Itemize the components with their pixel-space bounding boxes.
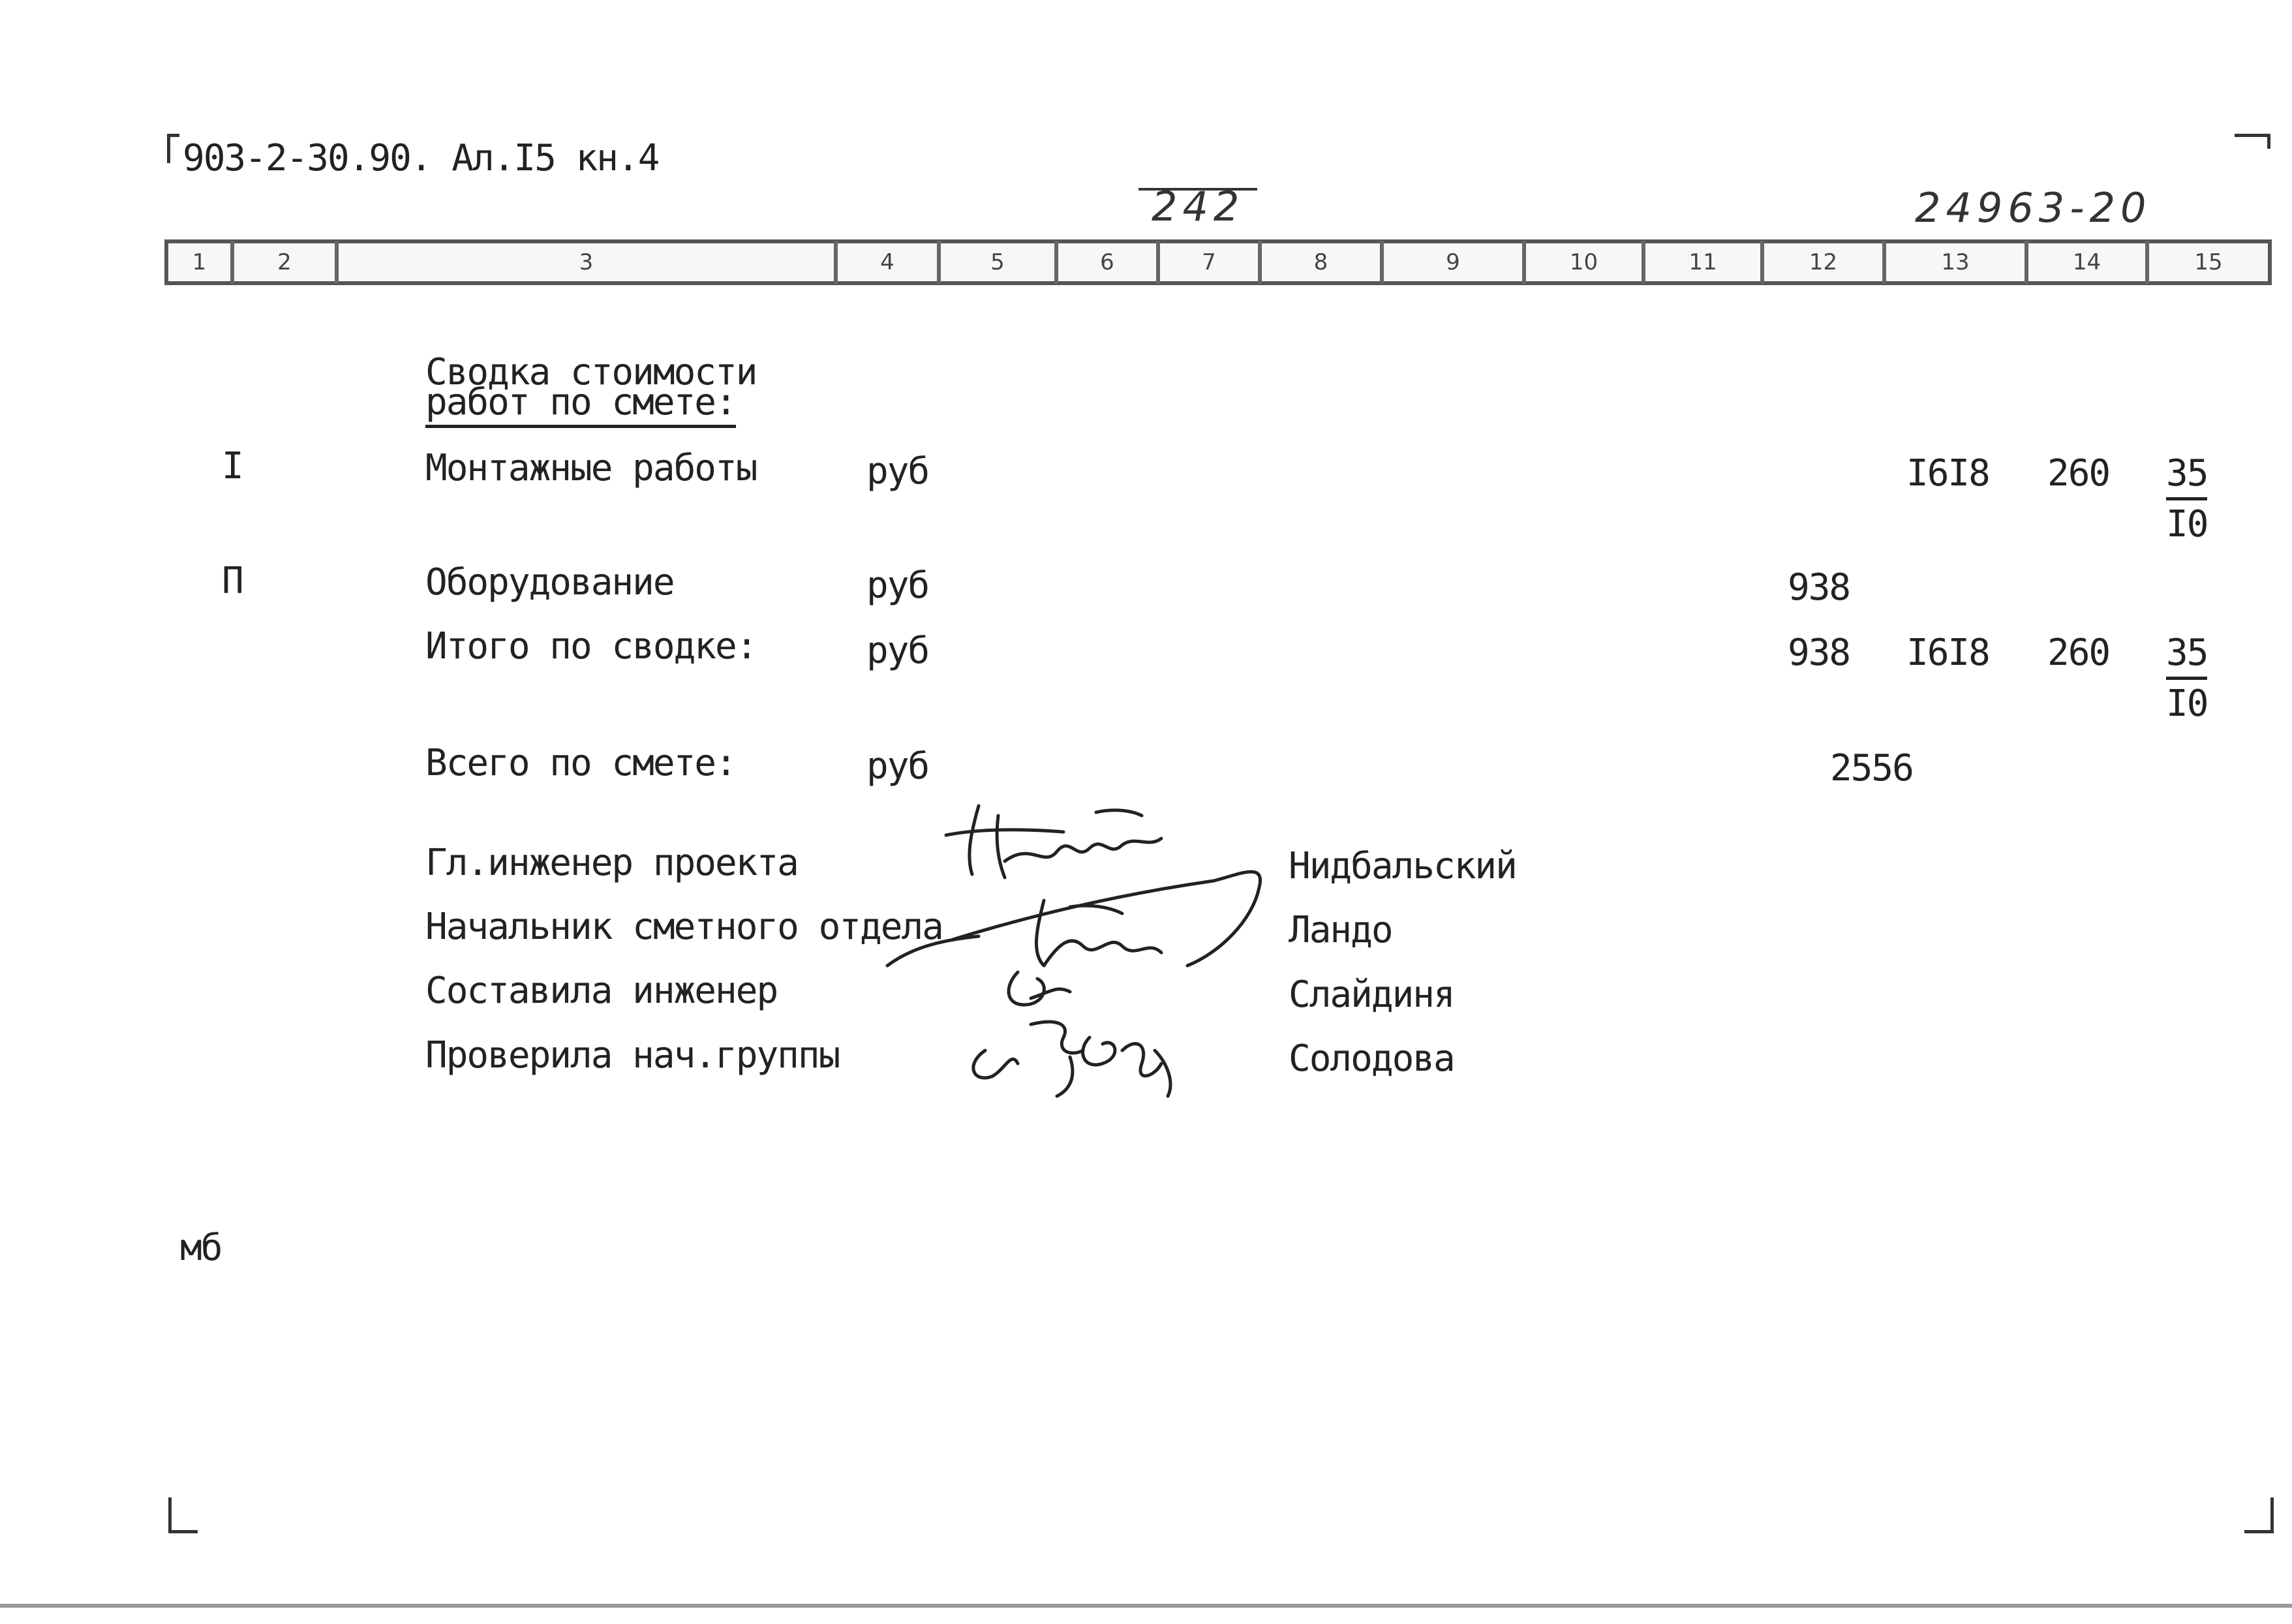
row-unit: руб [866,630,929,672]
cell-col15-bottom: I0 [2166,682,2208,725]
corner-mark-top-left [167,134,179,163]
column-number: 13 [1941,249,1970,275]
column-number: 7 [1202,249,1216,275]
column-number: 1 [192,249,207,275]
corner-mark-bottom-left [168,1497,198,1533]
column-number-strip [164,239,2272,285]
cell-col15-top: 35 [2166,452,2207,500]
row-name: Итого по сводке: [425,625,757,667]
column-number: 3 [579,249,594,275]
row-unit: руб [866,745,929,788]
cell-col13: I6I8 [1906,452,1989,495]
section-title-line1: Сводка стоимости [425,351,757,393]
row-unit: руб [866,450,929,493]
column-number: 4 [880,249,894,275]
archive-number: 24963-20 [1915,184,2152,232]
row-number: I [222,445,243,487]
column-number: 12 [1809,249,1838,275]
cell-col15-fraction [2166,632,2207,725]
column-number: 5 [990,249,1005,275]
cell-col13: I6I8 [1906,632,1989,674]
signature-role: Гл.инженер проекта [425,842,798,884]
signer-name: Солодова [1289,1037,1454,1080]
footer-mark: мб [180,1227,222,1269]
column-number: 10 [1569,249,1598,275]
cell-col12: 938 [1788,632,1850,674]
row-name: Оборудование [425,561,674,604]
column-number: 2 [277,249,292,275]
cell-total: 2556 [1830,747,1913,789]
document-code: 903-2-30.90. Ал.I5 кн.4 [183,137,659,179]
cell-col12: 938 [1788,566,1850,609]
signer-name: Нидбальский [1289,845,1516,887]
row-name: Монтажные работы [425,447,757,489]
page-number: 242 [1138,188,1257,223]
cell-col14: 260 [2047,632,2110,674]
corner-mark-top-right [2235,134,2270,149]
corner-mark-bottom-right [2244,1497,2274,1533]
signer-name: Ландо [1289,909,1392,951]
cell-col14: 260 [2047,452,2110,495]
column-number: 8 [1313,249,1328,275]
signature-role: Начальник сметного отдела [425,906,943,948]
column-number: 15 [2194,249,2223,275]
row-name: Всего по смете: [425,742,736,784]
column-number: 11 [1688,249,1717,275]
page-bottom-edge [0,1604,2292,1608]
section-title-line2: работ по смете: [425,381,736,428]
handwritten-signatures [874,789,1279,1103]
cell-col15-fraction [2166,452,2207,545]
signature-role: Проверила нач.группы [425,1034,840,1077]
column-number: 9 [1446,249,1460,275]
column-number: 14 [2072,249,2101,275]
signature-role: Составила инженер [425,970,778,1012]
signer-name: Слайдиня [1289,973,1454,1016]
cell-col15-bottom: I0 [2166,503,2208,545]
cell-col15-top: 35 [2166,632,2207,680]
column-number: 6 [1100,249,1114,275]
row-unit: руб [866,564,929,607]
row-number: П [222,560,243,602]
